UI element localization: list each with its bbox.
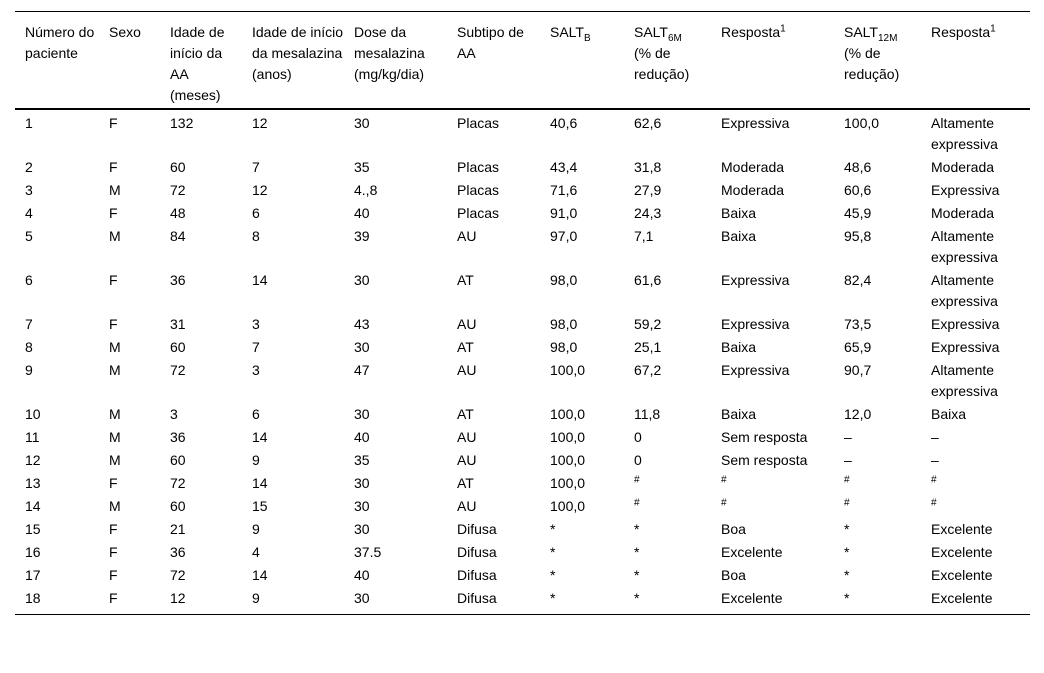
cell-salt-baseline: * [550, 590, 556, 606]
cell-salt-12m: – [844, 452, 852, 468]
cell-mesalazine-onset-age: 4 [252, 544, 260, 560]
cell-mesalazine-onset-age: 7 [252, 339, 260, 355]
cell-patient-number: 8 [25, 339, 33, 355]
cell-aa-subtype: AT [457, 406, 474, 422]
cell-salt-baseline: 40,6 [550, 115, 578, 131]
cell-aa-subtype: AU [457, 362, 477, 378]
cell-response-12m: Altamente expressiva [931, 115, 998, 152]
cell-patient-number: 4 [25, 205, 33, 221]
cell-mesalazine-onset-age: 8 [252, 228, 260, 244]
cell-response-12m: Excelente [931, 590, 993, 606]
cell-aa-onset-age: 84 [170, 228, 186, 244]
cell-salt-baseline: 100,0 [550, 362, 586, 378]
cell-mesalazine-dose: 40 [354, 429, 370, 445]
cell-response-12m: Expressiva [931, 316, 1000, 332]
cell-salt-6m: 62,6 [634, 115, 662, 131]
cell-salt-12m: 100,0 [844, 115, 880, 131]
cell-patient-number: 13 [25, 475, 41, 491]
cell-mesalazine-dose: 30 [354, 115, 370, 131]
table-row [15, 404, 1030, 427]
cell-aa-onset-age: 72 [170, 362, 186, 378]
cell-response-6m: Expressiva [721, 362, 790, 378]
cell-patient-number: 7 [25, 316, 33, 332]
cell-salt-6m: * [634, 567, 640, 583]
cell-response-6m: Excelente [721, 590, 783, 606]
cell-patient-number: 11 [25, 429, 40, 445]
cell-aa-subtype: Difusa [457, 590, 497, 606]
cell-aa-subtype: Difusa [457, 567, 497, 583]
cell-sex: F [109, 521, 118, 537]
cell-response-12m: – [931, 452, 939, 468]
cell-response-12m: # [931, 474, 937, 486]
table-row [15, 427, 1030, 450]
cell-mesalazine-onset-age: 9 [252, 590, 260, 606]
cell-salt-baseline: 71,6 [550, 182, 578, 198]
cell-salt-baseline: 100,0 [550, 452, 586, 468]
table-row [15, 360, 1030, 404]
cell-salt-12m: – [844, 429, 852, 445]
cell-mesalazine-dose: 40 [354, 205, 370, 221]
cell-salt-12m: 95,8 [844, 228, 872, 244]
cell-aa-subtype: AT [457, 339, 474, 355]
table-row [15, 180, 1030, 203]
cell-patient-number: 12 [25, 452, 41, 468]
cell-salt-12m: * [844, 521, 850, 537]
cell-mesalazine-onset-age: 6 [252, 406, 260, 422]
cell-salt-6m: 24,3 [634, 205, 662, 221]
cell-salt-6m: 0 [634, 429, 642, 445]
cell-sex: M [109, 362, 121, 378]
cell-salt-baseline: 100,0 [550, 429, 586, 445]
table-row [15, 226, 1030, 270]
cell-mesalazine-dose: 30 [354, 498, 370, 514]
cell-patient-number: 18 [25, 590, 41, 606]
cell-aa-onset-age: 3 [170, 406, 178, 422]
header-mesalazine-dose: Dose da mesalazina (mg/kg/dia) [354, 24, 425, 82]
cell-sex: F [109, 272, 118, 288]
cell-patient-number: 1 [25, 115, 33, 131]
cell-response-6m: Baixa [721, 406, 757, 422]
table-row [15, 450, 1030, 473]
cell-mesalazine-onset-age: 14 [252, 475, 268, 491]
cell-salt-baseline: * [550, 544, 556, 560]
cell-mesalazine-onset-age: 12 [252, 115, 268, 131]
cell-response-6m: Excelente [721, 544, 783, 560]
cell-salt-6m: 27,9 [634, 182, 662, 198]
cell-response-6m: Baixa [721, 205, 757, 221]
cell-sex: F [109, 567, 118, 583]
cell-patient-number: 5 [25, 228, 33, 244]
cell-salt-6m: # [634, 474, 640, 486]
header-salt-6m: $SALT_{6M}$ (% de redução) [634, 24, 690, 82]
cell-salt-6m: 31,8 [634, 159, 662, 175]
cell-salt-baseline: 100,0 [550, 406, 586, 422]
cell-aa-subtype: AT [457, 272, 474, 288]
cell-salt-12m: * [844, 590, 850, 606]
cell-salt-6m: 67,2 [634, 362, 662, 378]
cell-mesalazine-dose: 39 [354, 228, 370, 244]
cell-patient-number: 2 [25, 159, 33, 175]
cell-mesalazine-onset-age: 12 [252, 182, 268, 198]
cell-salt-baseline: 98,0 [550, 339, 578, 355]
cell-aa-subtype: Placas [457, 205, 500, 221]
cell-salt-12m: 48,6 [844, 159, 872, 175]
cell-salt-12m: 12,0 [844, 406, 872, 422]
table-row [15, 588, 1030, 615]
table-row [15, 157, 1030, 180]
cell-salt-6m: * [634, 590, 640, 606]
cell-salt-12m: * [844, 544, 850, 560]
table-row [15, 496, 1030, 519]
cell-aa-onset-age: 132 [170, 115, 194, 131]
cell-sex: M [109, 228, 121, 244]
table-row [15, 473, 1030, 496]
cell-salt-6m: 25,1 [634, 339, 662, 355]
cell-aa-subtype: AU [457, 316, 477, 332]
cell-aa-subtype: AU [457, 452, 477, 468]
cell-salt-6m: 11,8 [634, 406, 661, 422]
cell-mesalazine-dose: 30 [354, 339, 370, 355]
cell-sex: F [109, 475, 118, 491]
header-aa-onset-age: Idade de início da AA (meses) [170, 24, 225, 103]
cell-salt-baseline: 97,0 [550, 228, 578, 244]
cell-sex: F [109, 590, 118, 606]
table-row [15, 109, 1030, 157]
cell-response-6m: # [721, 474, 727, 486]
cell-sex: F [109, 159, 118, 175]
header-salt-12m: $SALT_{12M}$ (% de redução) [844, 24, 900, 82]
cell-patient-number: 14 [25, 498, 41, 514]
cell-mesalazine-dose: 30 [354, 406, 370, 422]
cell-response-6m: Expressiva [721, 272, 790, 288]
cell-response-12m: Expressiva [931, 182, 1000, 198]
cell-aa-onset-age: 31 [170, 316, 186, 332]
cell-salt-baseline: * [550, 567, 556, 583]
cell-sex: F [109, 316, 118, 332]
cell-salt-12m: * [844, 567, 850, 583]
cell-mesalazine-dose: 35 [354, 159, 370, 175]
cell-sex: M [109, 406, 121, 422]
cell-aa-onset-age: 12 [170, 590, 186, 606]
cell-response-6m: Moderada [721, 159, 785, 175]
cell-sex: F [109, 544, 118, 560]
cell-response-6m: Baixa [721, 339, 757, 355]
cell-salt-6m: 0 [634, 452, 642, 468]
cell-aa-onset-age: 36 [170, 272, 186, 288]
cell-salt-baseline: 91,0 [550, 205, 578, 221]
cell-aa-onset-age: 60 [170, 339, 186, 355]
cell-salt-baseline: 100,0 [550, 475, 586, 491]
cell-aa-subtype: Placas [457, 115, 500, 131]
cell-salt-baseline: 98,0 [550, 316, 578, 332]
cell-mesalazine-onset-age: 14 [252, 272, 268, 288]
cell-aa-onset-age: 48 [170, 205, 186, 221]
cell-response-12m: Excelente [931, 521, 993, 537]
cell-salt-baseline: 100,0 [550, 498, 586, 514]
cell-mesalazine-dose: 30 [354, 521, 370, 537]
table-row [15, 270, 1030, 314]
cell-patient-number: 3 [25, 182, 33, 198]
cell-aa-subtype: AT [457, 475, 474, 491]
table-row [15, 542, 1030, 565]
cell-mesalazine-dose: 4.,8 [354, 182, 378, 198]
cell-aa-subtype: Placas [457, 182, 500, 198]
cell-mesalazine-onset-age: 3 [252, 362, 260, 378]
cell-aa-onset-age: 36 [170, 544, 186, 560]
table-row [15, 314, 1030, 337]
cell-sex: M [109, 498, 121, 514]
cell-response-12m: Expressiva [931, 339, 1000, 355]
cell-response-6m: Sem resposta [721, 429, 808, 445]
header-mesalazine-onset-age: Idade de início da mesalazina (anos) [252, 24, 344, 82]
cell-aa-onset-age: 72 [170, 182, 186, 198]
cell-sex: M [109, 339, 121, 355]
cell-aa-subtype: AU [457, 228, 477, 244]
cell-mesalazine-dose: 30 [354, 475, 370, 491]
header-aa-subtype: Subtipo de AA [457, 24, 524, 61]
table-header [15, 12, 1030, 110]
cell-mesalazine-dose: 30 [354, 272, 370, 288]
cell-response-6m: Expressiva [721, 316, 790, 332]
cell-response-6m: Boa [721, 521, 746, 537]
table-row [15, 565, 1030, 588]
cell-response-12m: Excelente [931, 567, 993, 583]
table-body [15, 109, 1030, 615]
cell-response-12m: Altamente expressiva [931, 272, 998, 309]
cell-aa-onset-age: 60 [170, 159, 186, 175]
cell-salt-12m: 45,9 [844, 205, 872, 221]
cell-aa-subtype: Difusa [457, 544, 497, 560]
table-row [15, 337, 1030, 360]
cell-response-6m: Sem resposta [721, 452, 808, 468]
cell-salt-12m: 65,9 [844, 339, 872, 355]
cell-mesalazine-onset-age: 15 [252, 498, 268, 514]
table-row [15, 519, 1030, 542]
cell-sex: F [109, 205, 118, 221]
cell-salt-6m: * [634, 521, 640, 537]
cell-aa-subtype: Difusa [457, 521, 497, 537]
cell-sex: M [109, 452, 121, 468]
cell-response-6m: Moderada [721, 182, 785, 198]
cell-mesalazine-onset-age: 7 [252, 159, 260, 175]
cell-response-6m: Expressiva [721, 115, 790, 131]
cell-salt-12m: # [844, 474, 850, 486]
cell-salt-6m: * [634, 544, 640, 560]
cell-salt-12m: # [844, 497, 850, 509]
cell-mesalazine-dose: 40 [354, 567, 370, 583]
cell-response-12m: Baixa [931, 406, 967, 422]
cell-mesalazine-onset-age: 9 [252, 521, 260, 537]
cell-response-12m: – [931, 429, 939, 445]
cell-patient-number: 15 [25, 521, 41, 537]
cell-patient-number: 17 [25, 567, 41, 583]
header-sex: Sexo [109, 24, 141, 40]
cell-aa-onset-age: 60 [170, 498, 186, 514]
cell-response-6m: Baixa [721, 228, 757, 244]
cell-aa-onset-age: 36 [170, 429, 186, 445]
cell-patient-number: 6 [25, 272, 33, 288]
cell-salt-12m: 73,5 [844, 316, 872, 332]
cell-mesalazine-onset-age: 3 [252, 316, 260, 332]
cell-response-12m: # [931, 497, 937, 509]
cell-salt-baseline: * [550, 521, 556, 537]
cell-salt-6m: 7,1 [634, 228, 654, 244]
cell-response-12m: Excelente [931, 544, 993, 560]
cell-salt-12m: 90,7 [844, 362, 872, 378]
cell-response-6m: Boa [721, 567, 746, 583]
cell-mesalazine-onset-age: 9 [252, 452, 260, 468]
cell-mesalazine-dose: 43 [354, 316, 370, 332]
cell-sex: F [109, 115, 118, 131]
cell-mesalazine-onset-age: 6 [252, 205, 260, 221]
cell-aa-subtype: Placas [457, 159, 500, 175]
cell-aa-subtype: AU [457, 498, 477, 514]
cell-patient-number: 16 [25, 544, 41, 560]
header-salt-baseline: $SALT_B$ [550, 24, 591, 44]
cell-mesalazine-dose: 30 [354, 590, 370, 606]
cell-salt-baseline: 43,4 [550, 159, 578, 175]
cell-patient-number: 10 [25, 406, 41, 422]
cell-response-12m: Altamente expressiva [931, 362, 998, 399]
cell-salt-6m: 59,2 [634, 316, 662, 332]
cell-sex: M [109, 429, 121, 445]
cell-salt-6m: 61,6 [634, 272, 662, 288]
header-row [15, 12, 1030, 110]
header-response-6m: Resposta$^1$ [721, 23, 786, 40]
cell-mesalazine-onset-age: 14 [252, 429, 268, 445]
patients-table [15, 11, 1030, 615]
cell-aa-onset-age: 60 [170, 452, 186, 468]
cell-patient-number: 9 [25, 362, 33, 378]
cell-response-6m: # [721, 497, 727, 509]
cell-response-12m: Altamente expressiva [931, 228, 998, 265]
cell-aa-subtype: AU [457, 429, 477, 445]
cell-mesalazine-dose: 37.5 [354, 544, 382, 560]
cell-sex: M [109, 182, 121, 198]
cell-aa-onset-age: 21 [170, 521, 186, 537]
table-row [15, 203, 1030, 226]
cell-aa-onset-age: 72 [170, 567, 186, 583]
cell-mesalazine-dose: 35 [354, 452, 370, 468]
cell-aa-onset-age: 72 [170, 475, 186, 491]
cell-mesalazine-onset-age: 14 [252, 567, 268, 583]
cell-mesalazine-dose: 47 [354, 362, 370, 378]
cell-response-12m: Moderada [931, 205, 995, 221]
cell-salt-6m: # [634, 497, 640, 509]
header-patient-number: Número do paciente [25, 24, 95, 61]
cell-salt-baseline: 98,0 [550, 272, 578, 288]
cell-response-12m: Moderada [931, 159, 995, 175]
cell-salt-12m: 82,4 [844, 272, 872, 288]
header-response-12m: Resposta$^1$ [931, 23, 996, 40]
cell-salt-12m: 60,6 [844, 182, 872, 198]
